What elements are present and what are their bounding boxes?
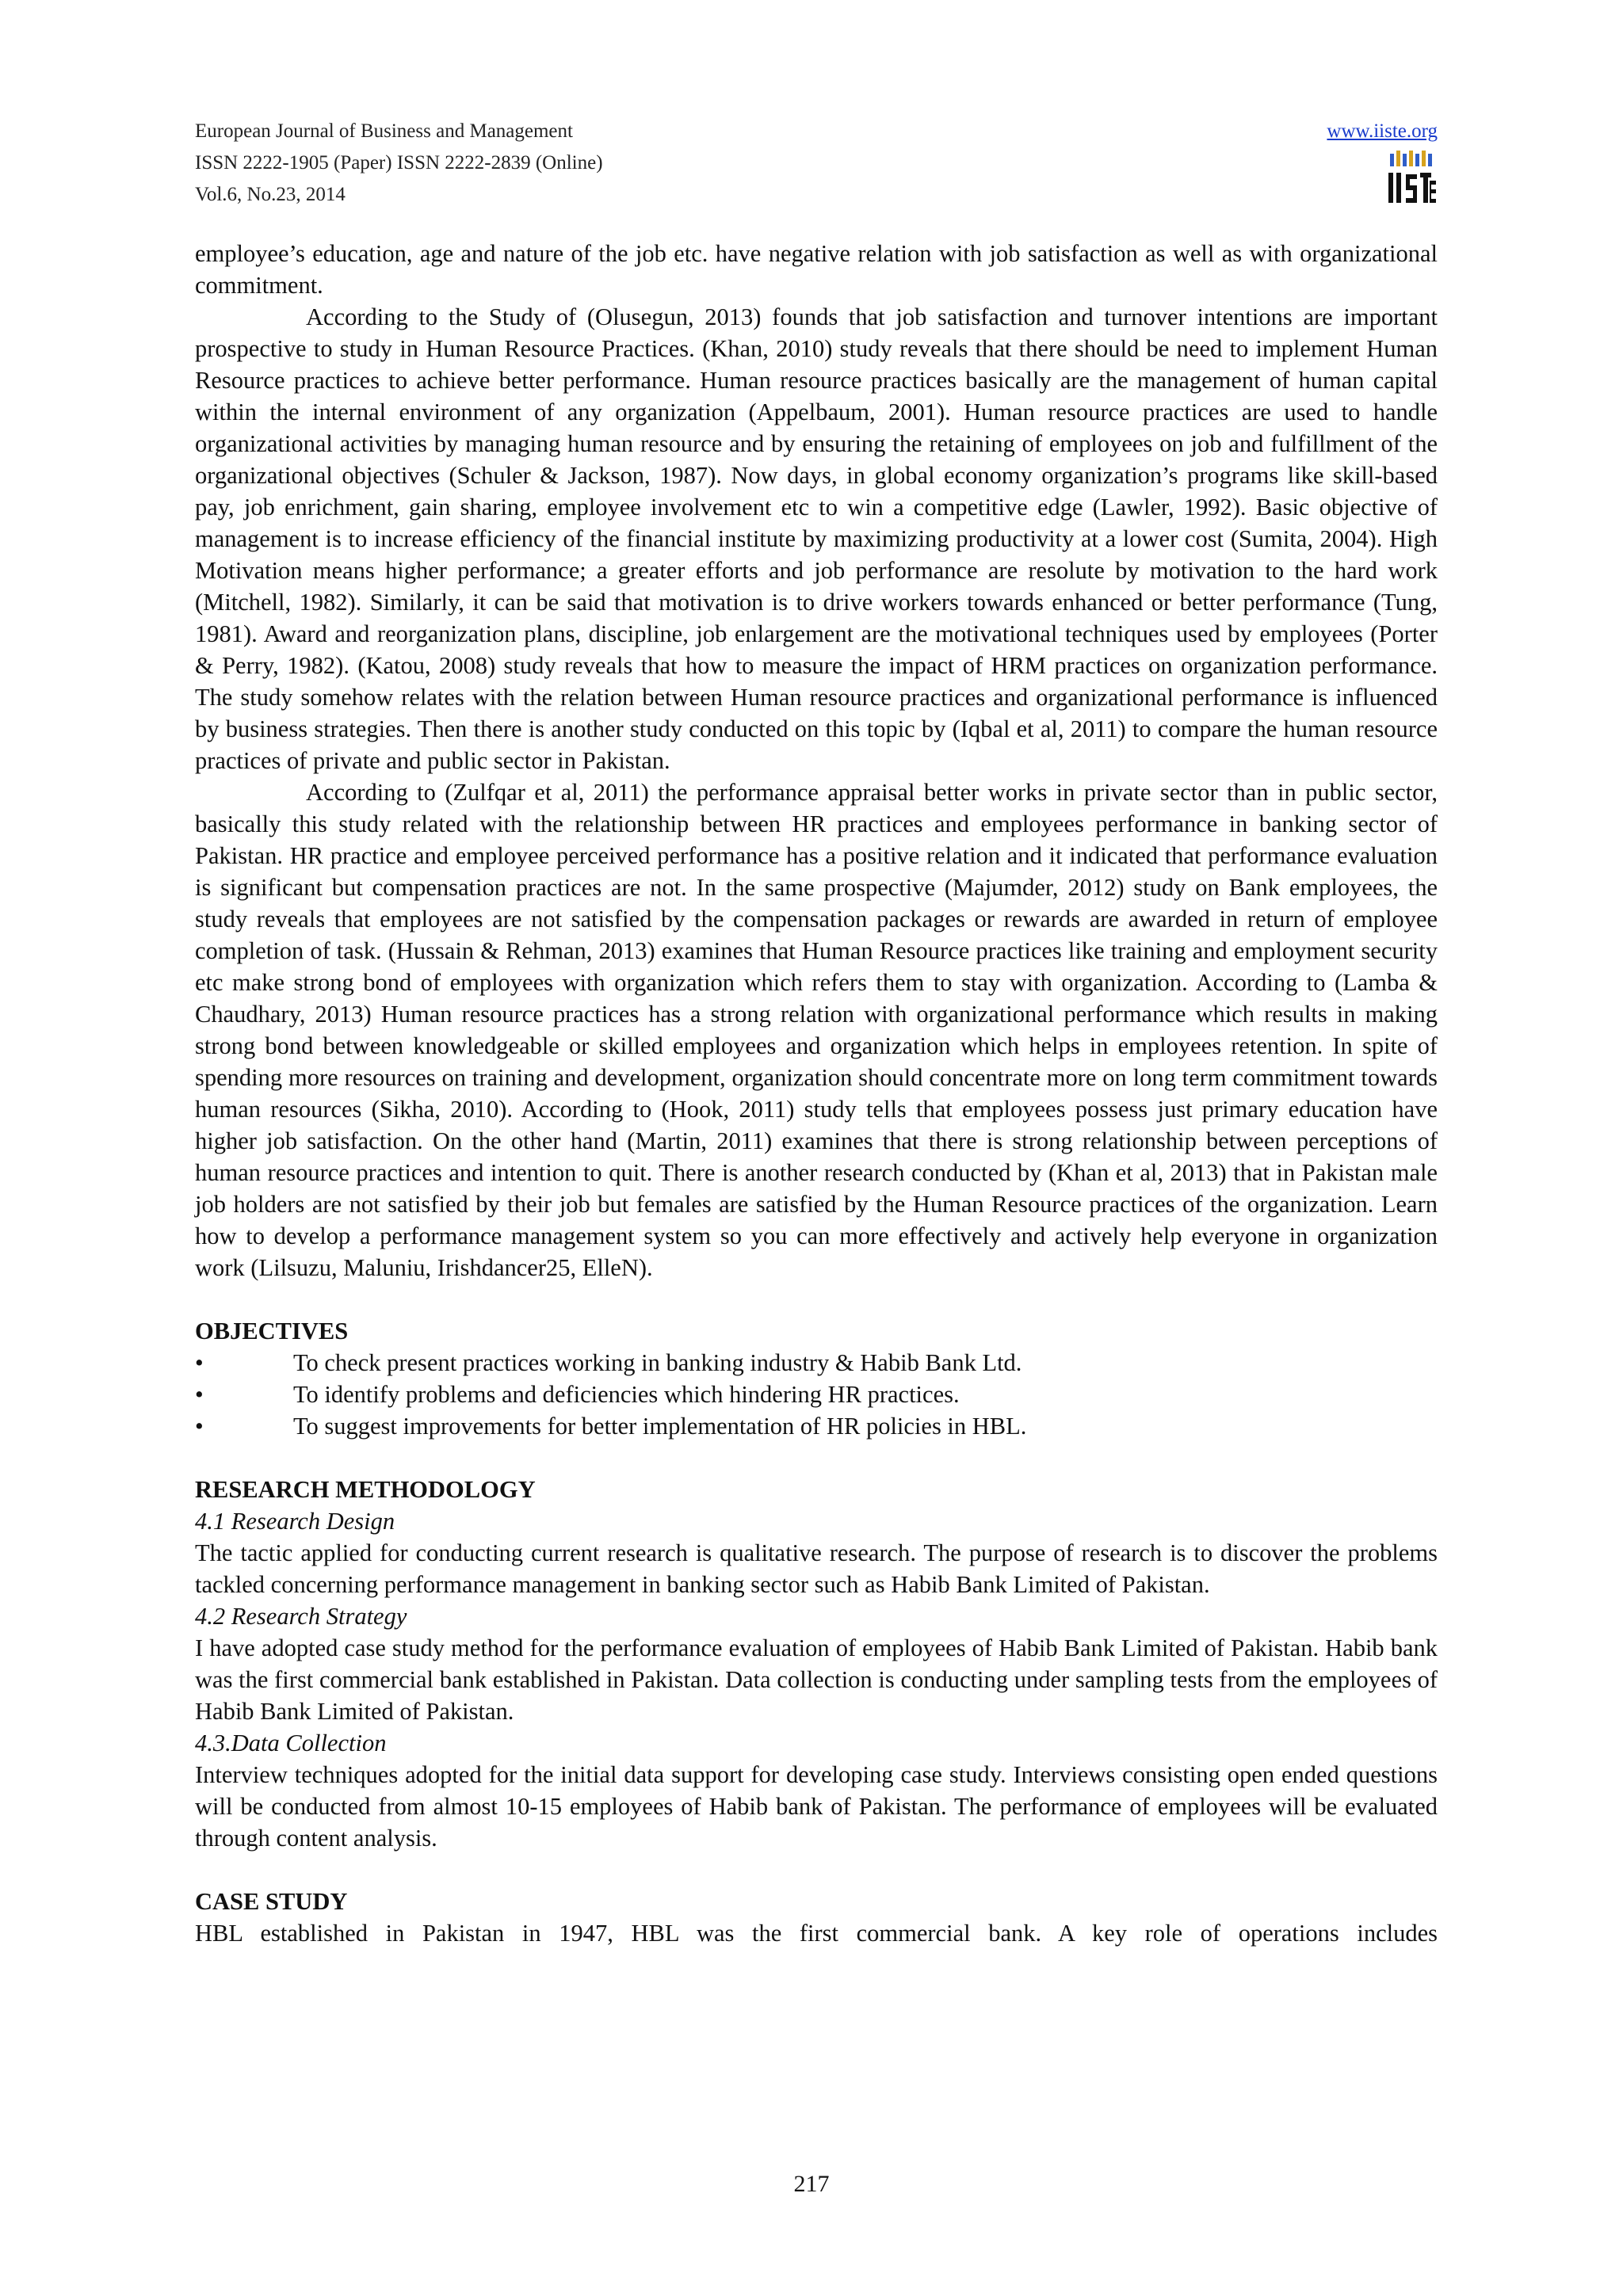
paragraph-3: According to (Zulfqar et al, 2011) the performance appraisal better works in private sector than in public sector, basically this study related with the relationship between HR practices and employees performance in banking sector of Pakistan. HR practice and employee perceived performance has a positive relation and it indicated that performance evaluation is significant but compensation practices are not. In the same prospective (Majumder, 2012) study on Bank employees, the study reveals that employees are not satisfied by the compensation packages or rewards are awarded in return of employee completion of task. (Hussain & Rehman, 2013) examines that Human Resource practices like training and employment security etc make strong bond of employees with organization which refers them to stay with organization. According to (Lamba & Chaudhary, 2013) Human resource practices has a strong relation with organizational performance which results in making strong bond between knowledgeable or skilled employees and organization which helps in employees retention. In spite of spending more resources on training and development, organization should concentrate more on long term commitment towards human resources (Sikha, 2010). According to (Hook, 2011) study tells that employees possess just primary education have higher job satisfaction. On the other hand (Martin, 2011) examines that there is strong relationship between perceptions of human resource practices and intention to quit. There is another research conducted by (Khan et al, 2013) that in Pakistan male job holders are not satisfied by their job but females are satisfied by the Human Resource practices of the organization. Learn how to develop a performance management system so you can more effectively and actively help everyone in organization work (Lilsuzu, Maluniu, Irishdancer25, ElleN). (195, 779, 1438, 1281)
page-number: 217 (793, 2171, 830, 2197)
objectives-list (195, 1347, 1438, 1442)
iiste-logo-icon (1387, 149, 1438, 214)
data-collection-title: 4.3.Data Collection (195, 1730, 387, 1756)
list-item: • To suggest improvements for better implementation of HR policies in HBL. (195, 1410, 1438, 1442)
volume-line: Vol.6, No.23, 2014 (195, 184, 346, 205)
data-collection-text: Interview techniques adopted for the initial data support for developing case study. Interviews consisting open ended questions will be conducted from almost 10-15 employees of Habib bank of Pakistan. The performance of employees will be evaluated through content analysis. (195, 1761, 1438, 1852)
research-strategy-text: I have adopted case study method for the performance evaluation of employees of Habib Bank Limited of Pakistan. Habib bank was the first commercial bank established in Pakistan. Data collection is conducting under sampling tests from the employees of Habib Bank Limited of Pakistan. (195, 1634, 1438, 1725)
issn-line: ISSN 2222-1905 (Paper) ISSN 2222-2839 (Online) (195, 152, 603, 174)
research-design-title: 4.1 Research Design (195, 1508, 395, 1535)
bullet-icon: • (195, 1413, 204, 1440)
website-link[interactable]: www.iiste.org (1327, 120, 1438, 142)
page-header (195, 116, 1438, 211)
paragraph-2: According to the Study of (Olusegun, 2013) founds that job satisfaction and turnover intentions are important prospective to study in Human Resource Practices. (Khan, 2010) study reveals that there should be need to implement Human Resource practices to achieve better performance. Human resource practices basically are the management of human capital within the internal environment of any organization (Appelbaum, 2001). Human resource practices are used to handle organizational activities by managing human resource and by ensuring the retaining of employees on job and fulfillment of the organizational objectives (Schuler & Jackson, 1987). Now days, in global economy organization’s programs like skill-based pay, job enrichment, gain sharing, employee involvement etc to win a competitive edge (Lawler, 1992). Basic objective of management is to increase efficiency of the financial institute by maximizing productivity at a lower cost (Sumita, 2004). High Motivation means higher performance; a greater efforts and job performance are resolute by motivation to the hard work (Mitchell, 1982). Similarly, it can be said that motivation is to drive workers towards enhanced or better performance (Tung, 1981). Award and reorganization plans, discipline, job enlargement are the motivational techniques used by employees (Porter & Perry, 1982). (Katou, 2008) study reveals that how to measure the impact of HRM practices on organization performance. The study somehow relates with the relation between Human resource practices and organizational performance is influenced by business strategies. Then there is another study conducted on this topic by (Iqbal et al, 2011) to compare the human resource practices of private and public sector in Pakistan. (195, 303, 1438, 774)
case-study-heading: CASE STUDY (195, 1888, 348, 1915)
list-item: • To check present practices working in banking industry & Habib Bank Ltd. (195, 1347, 1438, 1379)
bullet-icon: • (195, 1349, 204, 1376)
methodology-heading: RESEARCH METHODOLOGY (195, 1476, 536, 1503)
paragraph-1: employee’s education, age and nature of the job etc. have negative relation with job satisfaction as well as with organizational commitment. (195, 240, 1438, 299)
research-design-text: The tactic applied for conducting current research is qualitative research. The purpose of research is to discover the problems tackled concerning performance management in banking sector such as Habib Bank Limited of Pakistan. (195, 1539, 1438, 1598)
case-study-text: HBL established in Pakistan in 1947, HBL was the first commercial bank. A key role of operations includes (195, 1920, 1438, 1947)
journal-title: European Journal of Business and Management (195, 120, 573, 142)
research-strategy-title: 4.2 Research Strategy (195, 1603, 407, 1630)
article-body (195, 238, 1438, 1949)
list-item: • To identify problems and deficiencies which hindering HR practices. (195, 1379, 1438, 1410)
objectives-heading: OBJECTIVES (195, 1318, 349, 1344)
bullet-icon: • (195, 1381, 204, 1408)
